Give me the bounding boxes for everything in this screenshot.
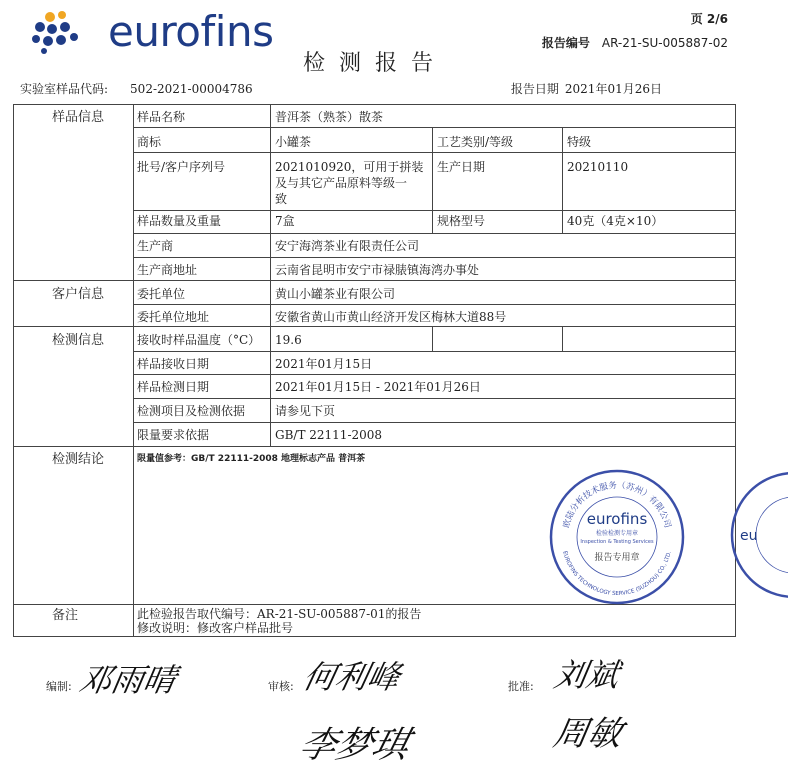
divider [13,280,736,281]
section-conclusion: 检测结论 [52,452,105,467]
maker-addr-value: 云南省昆明市安宁市禄脿镇海湾办事处 [275,263,480,277]
extra-signature-1 [295,715,450,773]
divider [13,326,736,327]
divider [133,233,736,234]
recv-date-value: 2021年01月15日 [275,357,373,371]
sample-name: 普洱茶（熟茶）散茶 [275,110,384,124]
divider [133,422,736,423]
divider [133,104,134,637]
divider [133,304,736,305]
brand-label: 商标 [137,135,162,149]
qty-value: 7盒 [275,214,295,228]
maker-value: 安宁海湾茶业有限责任公司 [275,239,420,253]
batch-line-3: 致 [275,192,288,206]
official-seal [548,468,686,606]
compiled-signature [76,655,200,705]
client-addr-label: 委托单位地址 [137,310,210,324]
seal-ring-top: 欧陆分析技术服务（苏州）有限公司 [561,480,673,530]
approved-label: 批准: [508,680,534,693]
maker-addr-label: 生产商地址 [137,263,198,277]
test-date-value: 2021年01月15日 - 2021年01月26日 [275,380,481,394]
client-unit-value: 黄山小罐茶业有限公司 [275,287,396,301]
section-test: 检测信息 [52,333,105,348]
compiled-label: 编制: [46,680,72,693]
seal-label: 报告专用章 [594,553,640,563]
conclusion-text: 限量值参考：GB/T 22111-2008 地理标志产品 普洱茶 [137,454,366,464]
divider [13,446,736,447]
sample-name-label: 样品名称 [137,110,186,124]
reviewed-signature [299,652,435,702]
qty-label: 样品数量及重量 [137,214,222,228]
divider [562,326,563,351]
extra-signature-2 [550,705,653,760]
divider [133,398,736,399]
report-date [511,80,662,97]
client-unit-label: 委托单位 [137,287,186,301]
temp-value: 19.6 [275,333,302,347]
svg-text:邓雨晴: 邓雨晴 [76,661,179,699]
partial-seal [728,470,788,600]
divider [562,127,563,233]
divider [133,374,736,375]
prod-date-value: 20210110 [567,160,629,174]
lab-code [20,80,253,97]
recv-date-label: 样品接收日期 [137,357,210,371]
divider [133,210,736,211]
remarks-line-1: 此检验报告取代编号：AR-21-SU-005887-01的报告 [137,607,422,621]
report-date-label: 报告日期 [510,82,559,96]
divider [133,351,736,352]
seal-ring-bottom: EUROFINS TECHNOLOGY SERVICE (SUZHOU) CO., LTD. [561,550,673,598]
temp-label: 接收时样品温度（°C） [137,333,261,347]
seal-cn: 检验检测专用章 [595,530,639,537]
batch-line-1: 2021010920，可用于拼装 [275,160,424,174]
lab-code-label: 实验室样品代码: [20,82,109,96]
seal-en: Inspection & Testing Services [580,539,654,545]
svg-text:李梦琪: 李梦琪 [295,723,414,766]
prod-date-label: 生产日期 [437,160,486,174]
divider [270,104,271,446]
batch-label: 批号/客户序列号 [137,160,226,174]
section-remarks: 备注 [52,608,79,623]
spec-label: 规格型号 [437,214,486,228]
remarks-line-2: 修改说明：修改客户样品批号 [137,621,294,635]
seal-brand: eurofins [586,510,648,528]
grade-label: 工艺类别/等级 [437,135,514,149]
brand-value: 小罐茶 [275,135,312,149]
client-addr-value: 安徽省黄山市黄山经济开发区梅林大道88号 [275,310,507,324]
report-date-value: 2021年01月26日 [564,82,662,96]
approved-signature [551,650,645,700]
report-number-label: 报告编号 [541,36,590,50]
test-items-label: 检测项目及检测依据 [137,404,246,418]
batch-line-2: 及与其它产品原料等级一 [275,176,408,190]
limit-value: GB/T 22111-2008 [275,428,383,442]
divider [432,127,433,233]
divider [133,127,736,128]
spec-value: 40克（4克×10） [567,214,664,228]
brand-name: eurofins [108,7,274,56]
test-date-label: 样品检测日期 [137,380,210,394]
report-number-value: AR-21-SU-005887-02 [601,36,728,50]
svg-text:eu: eu [740,528,758,544]
reviewed-label: 审核: [268,680,294,693]
divider [133,152,736,153]
divider [133,257,736,258]
limit-label: 限量要求依据 [137,428,210,442]
svg-text:刘斌: 刘斌 [551,656,622,694]
test-items-value: 请参见下页 [275,404,336,418]
section-client: 客户信息 [52,287,105,302]
lab-code-value: 502-2021-00004786 [130,82,253,96]
svg-text:何利峰: 何利峰 [299,658,404,696]
page-number: 页 2/6 [690,12,728,26]
grade-value: 特级 [567,135,592,149]
section-sample: 样品信息 [52,110,105,125]
svg-text:周敏: 周敏 [550,714,626,754]
maker-label: 生产商 [137,239,174,253]
page-title: 检测报告 [302,51,447,76]
divider [432,326,433,351]
